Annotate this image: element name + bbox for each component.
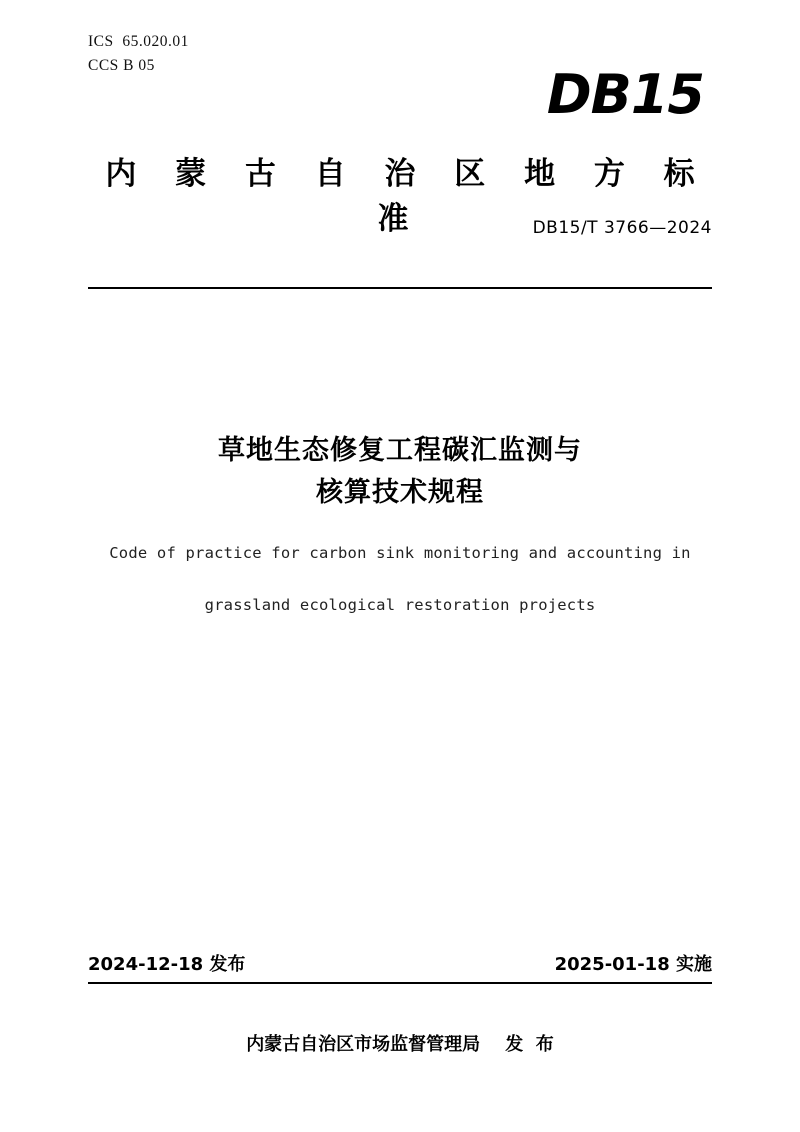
issuing-authority: 内蒙古自治区市场监督管理局 发 布	[246, 1034, 554, 1055]
document-title-cn-line2: 核算技术规程	[316, 476, 484, 508]
document-title-en-line1: Code of practice for carbon sink monitoring and accounting in	[109, 543, 691, 562]
ccs-line: CCS B 05	[88, 57, 155, 75]
issue-date: 2024-12-18 发布	[88, 954, 246, 975]
footer-divider	[88, 982, 712, 984]
standard-number: DB15/T 3766—2024	[532, 218, 712, 238]
document-title-en-line2: grassland ecological restoration projects	[204, 596, 596, 615]
ics-ccs-block	[88, 30, 189, 78]
document-title-block	[88, 430, 712, 618]
document-title-cn-line1: 草地生态修复工程碳汇监测与	[218, 435, 582, 466]
date-row	[88, 950, 712, 976]
ics-line: ICS 65.020.01	[88, 33, 189, 50]
standard-series-title: 内 蒙 古 自 治 区 地 方 标 准	[105, 156, 709, 237]
implement-date: 2025-01-18 实施	[554, 954, 712, 975]
db15-logo: DB15	[546, 63, 704, 126]
header-divider	[88, 287, 712, 289]
